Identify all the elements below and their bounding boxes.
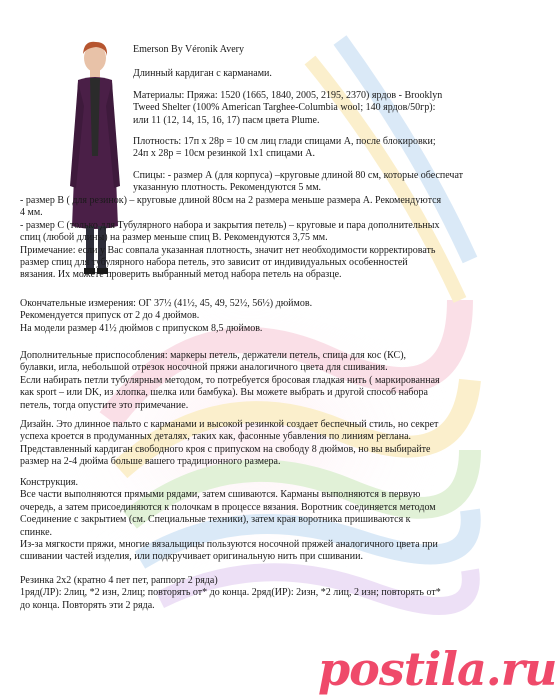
needles-line: спиц (любой длины) на размер меньше спиц В. Рекомендуются 3,75 мм. [20,232,328,244]
postila-logo-text: postila.ru [318,642,556,696]
rib-title: Резинка 2х2 (кратно 4 пет пет, раппорт 2 ряда) [20,575,218,586]
pattern-title: Emerson By Véronik Avery [133,44,245,55]
gauge-section [133,136,478,161]
needles-line: - размер В ( для резинок) – круговые длиной 80см на 2 размера меньше размера А. Рекомендуются [20,195,442,206]
measurements-line: Рекомендуется припуск от 2 до 4 дюймов. [20,310,200,322]
construction-line: Из-за мягкости пряжи, многие вязальщицы пользуются носочной пряжей аналогичного цвета при [20,539,438,551]
notions-line: как sport – или DK, из хлопка, шелка или бамбука). Вы можете выбрать и другой способ набора [20,387,428,399]
needles-section-body [20,195,480,282]
design-line: успеха кроется в продуманных деталях, таких как, фасонные убавления по линиям реглана. [20,431,412,443]
rib-line: 1ряд(ЛР): 2лиц, *2 изн, 2лиц; повторять от* до конца. 2ряд(ИР): 2изн, *2 лиц, 2 изн; повторять от* [20,587,441,599]
needles-line: 4 мм. [20,207,43,219]
construction-line: спинке. [20,526,53,538]
construction-title: Конструкция. [20,477,78,488]
construction-line: Все части выполняются прямыми рядами, затем сшиваются. Карманы выполняются в первую [20,489,421,501]
postila-logo [318,642,556,696]
rib-section [20,575,480,612]
design-line: Дизайн. Это длинное пальто с карманами и высокой резинкой создает беспечный стиль, но секрет [20,419,439,430]
pattern-subtitle: Длинный кардиган с карманами. [133,68,272,79]
materials-line: Tweed Shelter (100% American Targhee-Columbia wool; 140 ярдов/50гр): [133,102,436,114]
design-line: Представленный кардиган свободного кроя с припуском на свободу 8 дюймов, но вы выбирайте [20,443,431,455]
construction-section [20,477,480,564]
measurements-section [20,298,480,335]
gauge-line: 24п х 28р = 10см резинкой 1х1 спицами А. [133,148,316,160]
construction-line: очередь, а затем присоединяются к полочкам в процессе вязания. Воротник соединяется методом [20,501,436,513]
needles-line: размер спиц для тубулярного набора петель, это зависит от индивидуальных особенностей [20,257,408,269]
rib-line: до конца. Повторять эти 2 ряда. [20,599,155,611]
needles-section-head [133,170,478,195]
materials-line: Материалы: Пряжа: 1520 (1665, 1840, 2005, 2195, 2370) ярдов - Brooklyn [133,90,443,101]
construction-line: сшивании частей изделия, или подкручивает оригинальную нить при сшивании. [20,551,363,563]
notions-line: петель, тогда опустите это примечание. [20,399,189,411]
materials-section [133,90,478,127]
notions-line: Если набирать петли тубулярным методом, то потребуется бросовая гладкая нить ( маркированная [20,374,440,386]
measurements-line: Окончательные измерения: ОГ 37½ (41½, 45, 49, 52½, 56½) дюймов. [20,298,313,309]
needles-line: вязания. Их можете проверить выбранный метод набора петель на образце. [20,269,342,281]
needles-line: указанную плотность. Рекомендуются 5 мм. [133,182,322,194]
notions-line: булавки, игла, небольшой отрезок носочной пряжи аналогичного цвета для сшивания. [20,362,388,374]
gauge-line: Плотность: 17п х 28р = 10 см лиц глади спицами А, после блокировки; [133,136,436,147]
materials-line: или 11 (12, 14, 15, 16, 17) пасм цвета Plume. [133,114,320,126]
design-line: размер на 2-4 дюйма больше вашего традиционного размера. [20,456,281,468]
needles-line: Спицы: - размер А (для корпуса) –круговые длиной 80 см, которые обеспечат [133,170,463,181]
needles-line: - размер С (только для Тубулярного набора и закрытия петель) – круговые и пара дополнительных [20,219,440,231]
design-section [20,419,480,469]
notions-section [20,350,480,412]
construction-line: Соединение с закрытием (см. Специальные техники), затем края воротника пришиваются к [20,514,411,526]
needles-line: Примечание: если у Вас совпала указанная плотность, значит нет необходимости корректировать [20,244,436,256]
notions-line: Дополнительные приспособления: маркеры петель, держатели петель, спица для кос (КС), [20,350,407,361]
measurements-line: На модели размер 41½ дюймов с припуском 8,5 дюймов. [20,322,263,334]
